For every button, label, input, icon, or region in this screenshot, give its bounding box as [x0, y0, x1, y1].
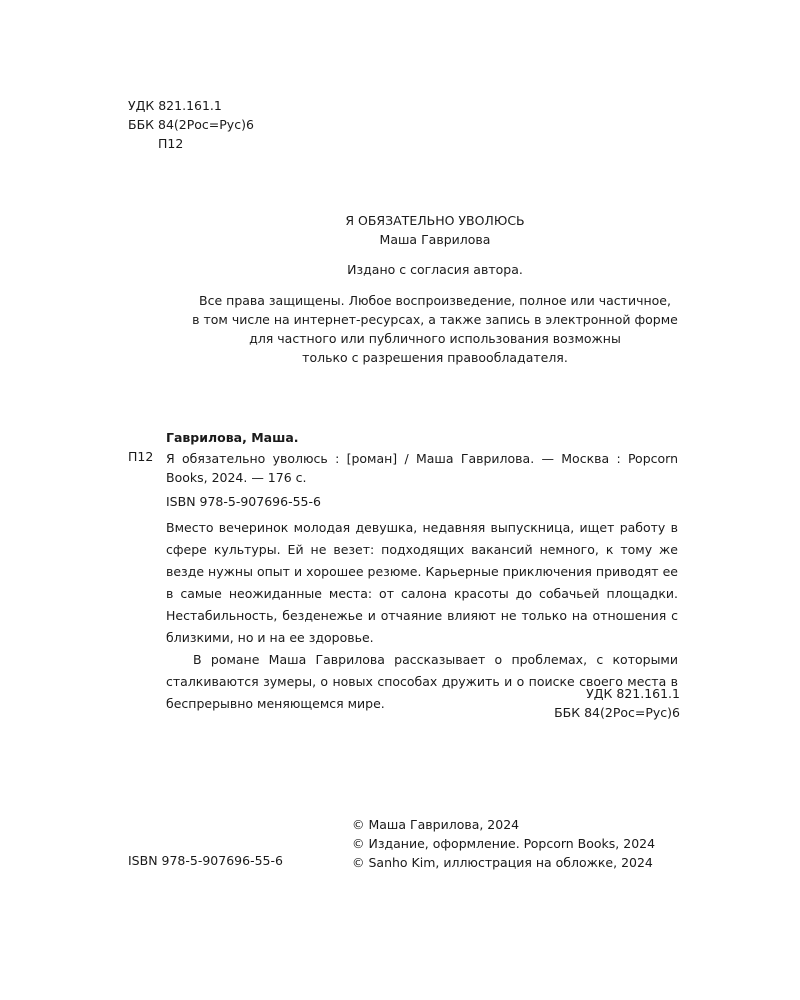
copyright-line: © Издание, оформление. Popcorn Books, 2024: [352, 836, 656, 851]
catalog-isbn: ISBN 978-5-907696-55-6: [166, 494, 321, 509]
isbn-bottom: ISBN 978-5-907696-55-6: [128, 853, 283, 868]
annotation-paragraph: В романе Маша Гаврилова рассказывает о проблемах, с которыми сталкиваются зумеры, о новых способах дружить и о поиске своего места в беспрерывно меняющемся мире.: [166, 652, 678, 711]
copyright-line: © Маша Гаврилова, 2024: [352, 817, 520, 832]
annotation-paragraph: Вместо вечеринок молодая девушка, недавняя выпускница, ищет работу в сфере культуры. Ей не везет: подходящих вакансий немного, к тому же везде нужны опыт и хорошее резюме. Карьерные приключения приводят ее в самые неожиданные места: от салона красоты до собачьей площадки. Нестабильность, безденежье и отчаяние влияют не только на отношения с близкими, но и на ее здоровье.: [166, 520, 678, 645]
book-author: Маша Гаврилова: [379, 232, 491, 247]
copyright-line: © Sanho Kim, иллюстрация на обложке, 2024: [352, 855, 653, 870]
consent-text: Издано с согласия автора.: [347, 262, 523, 277]
catalog-author-sign: П12: [128, 449, 154, 464]
rights-line: в том числе на интернет-ресурсах, а также запись в электронной форме: [192, 312, 678, 327]
rights-notice: [0, 291, 800, 367]
catalog-footer-codes: [500, 684, 680, 722]
classification-block: [128, 96, 254, 153]
rights-line: для частного или публичного использования возможны: [249, 331, 621, 346]
footer-bbk-code: ББК 84(2Рос=Рус)6: [554, 705, 680, 720]
copyright-block: [352, 815, 655, 872]
consent-line: [0, 260, 800, 279]
udk-code: УДК 821.161.1: [128, 98, 222, 113]
author-sign: П12: [158, 136, 184, 151]
footer-udk-code: УДК 821.161.1: [586, 686, 680, 701]
rights-line: Все права защищены. Любое воспроизведение, полное или частичное,: [199, 293, 671, 308]
book-title: Я ОБЯЗАТЕЛЬНО УВОЛЮСЬ: [345, 213, 525, 228]
title-block: [0, 211, 800, 249]
rights-line: только с разрешения правообладателя.: [302, 350, 568, 365]
bibliographic-description: Я обязательно уволюсь : [роман] / Маша Гаврилова. — Москва : Popcorn Books, 2024. — 176 с.: [166, 451, 678, 485]
catalog-author-heading: Гаврилова, Маша.: [166, 430, 299, 445]
bbk-code: ББК 84(2Рос=Рус)6: [128, 117, 254, 132]
